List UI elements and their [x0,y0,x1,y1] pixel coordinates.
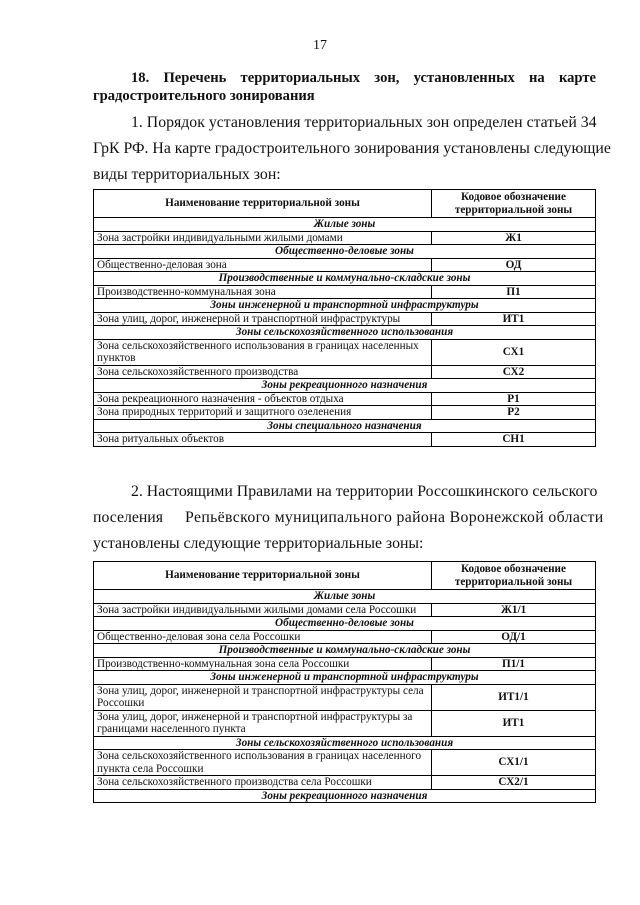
zone-code-cell: П1 [432,285,596,299]
paragraph-1-line-2: ГрК РФ. На карте градостроительного зонирования установлены следующие [93,140,611,157]
header-zone-code: Кодовое обозначение территориальной зоны [432,562,596,590]
table-row [94,231,596,245]
section-title: Общественно-деловые зоны [94,617,596,631]
table-row [94,603,596,617]
table-row [94,365,596,379]
table-row [94,684,596,710]
section-heading [93,69,596,105]
table-row [94,312,596,326]
table-section-row [94,736,596,750]
page-number: 17 [313,38,327,53]
zone-name-cell: Зона сельскохозяйственного производства [94,365,432,379]
table-section-row [94,272,596,286]
zone-code-cell: Ж1/1 [432,603,596,617]
section-title: Производственные и коммунально-складские зоны [94,644,596,658]
zone-code-cell: СХ1 [432,339,596,365]
paragraph-1 [93,110,611,188]
paragraph-2-line-2 [93,505,604,531]
header-zone-code: Кодовое обозначение территориальной зоны [432,190,596,218]
zone-code-cell: П1/1 [432,657,596,671]
zone-name-cell: Зона сельскохозяйственного использования в границах населенного пункта села Россошки [94,750,432,776]
section-title: Зоны сельскохозяйственного использования [94,326,596,340]
zone-code-cell: СХ2 [432,365,596,379]
zone-name-cell: Зона улиц, дорог, инженерной и транспортной инфраструктуры села Россошки [94,684,432,710]
heading-line-1: 18. Перечень территориальных зон, установленных на карте [131,70,596,86]
table-row [94,433,596,447]
header-zone-name: Наименование территориальной зоны [94,190,432,218]
zone-name-cell: Общественно-деловая зона села Россошки [94,630,432,644]
table-section-row [94,379,596,393]
section-title: Зоны инженерной и транспортной инфраструктуры [94,671,596,685]
section-title: Зоны рекреационного назначения [94,379,596,393]
table-row [94,285,596,299]
section-title: Жилые зоны [94,218,596,232]
table-section-row [94,218,596,232]
zone-code-cell: ОД/1 [432,630,596,644]
zone-code-cell: СХ2/1 [432,776,596,790]
table-header-row [94,562,596,590]
zone-code-cell: СН1 [432,433,596,447]
table-section-row [94,299,596,313]
table-row [94,776,596,790]
zone-name-cell: Зона рекреационного назначения - объектов отдыха [94,392,432,406]
table-row [94,339,596,365]
table-row [94,710,596,736]
table-section-row [94,617,596,631]
paragraph-2-line-2-part-a: поселения [93,509,164,526]
table-section-row [94,326,596,340]
section-title: Зоны рекреационного назначения [94,789,596,803]
zone-code-cell: СХ1/1 [432,750,596,776]
zone-code-cell: Р2 [432,406,596,420]
table-row [94,750,596,776]
table-row [94,630,596,644]
section-title: Жилые зоны [94,590,596,604]
table-row [94,258,596,272]
zone-name-cell: Общественно-деловая зона [94,258,432,272]
zone-code-cell: Ж1 [432,231,596,245]
paragraph-1-line-1: 1. Порядок установления территориальных зон определен статьей 34 [131,114,597,131]
section-title: Зоны инженерной и транспортной инфраструктуры [94,299,596,313]
table-section-row [94,644,596,658]
zone-name-cell: Производственно-коммунальная зона [94,285,432,299]
zone-name-cell: Производственно-коммунальная зона села Россошки [94,657,432,671]
zone-name-cell: Зона ритуальных объектов [94,433,432,447]
zone-code-cell: ИТ1/1 [432,684,596,710]
zone-name-cell: Зона улиц, дорог, инженерной и транспортной инфраструктуры [94,312,432,326]
zones-table-1 [93,189,596,447]
section-title: Производственные и коммунально-складские зоны [94,272,596,286]
zone-name-cell: Зона сельскохозяйственного производства села Россошки [94,776,432,790]
heading-line-2: градостроительного зонирования [93,88,315,104]
zone-name-cell: Зона застройки индивидуальными жилыми домами [94,231,432,245]
table-row [94,392,596,406]
table-section-row [94,671,596,685]
section-title: Зоны сельскохозяйственного использования [94,736,596,750]
zone-code-cell: Р1 [432,392,596,406]
paragraph-1-line-3: виды территориальных зон: [93,166,281,183]
paragraph-2-line-2-part-b: Репьёвского муниципального района Воронежской области [185,509,604,526]
paragraph-2-line-3: установлены следующие территориальные зоны: [93,535,424,552]
table-row [94,406,596,420]
zone-name-cell: Зона улиц, дорог, инженерной и транспортной инфраструктуры за границами населенного пункта [94,710,432,736]
zone-code-cell: ИТ1 [432,710,596,736]
table-section-row [94,590,596,604]
zone-code-cell: ОД [432,258,596,272]
header-zone-name: Наименование территориальной зоны [94,562,432,590]
paragraph-2-line-1: 2. Настоящими Правилами на территории Россошкинского сельского [131,483,598,500]
table-section-row [94,789,596,803]
zones-table-2 [93,561,596,803]
paragraph-2 [93,479,604,557]
table-section-row [94,419,596,433]
zone-name-cell: Зона природных территорий и защитного озеленения [94,406,432,420]
section-title: Зоны специального назначения [94,419,596,433]
table-header-row [94,190,596,218]
section-title: Общественно-деловые зоны [94,245,596,259]
table-section-row [94,245,596,259]
zone-name-cell: Зона застройки индивидуальными жилыми домами села Россошки [94,603,432,617]
table-row [94,657,596,671]
zone-name-cell: Зона сельскохозяйственного использования в границах населенных пунктов [94,339,432,365]
zone-code-cell: ИТ1 [432,312,596,326]
